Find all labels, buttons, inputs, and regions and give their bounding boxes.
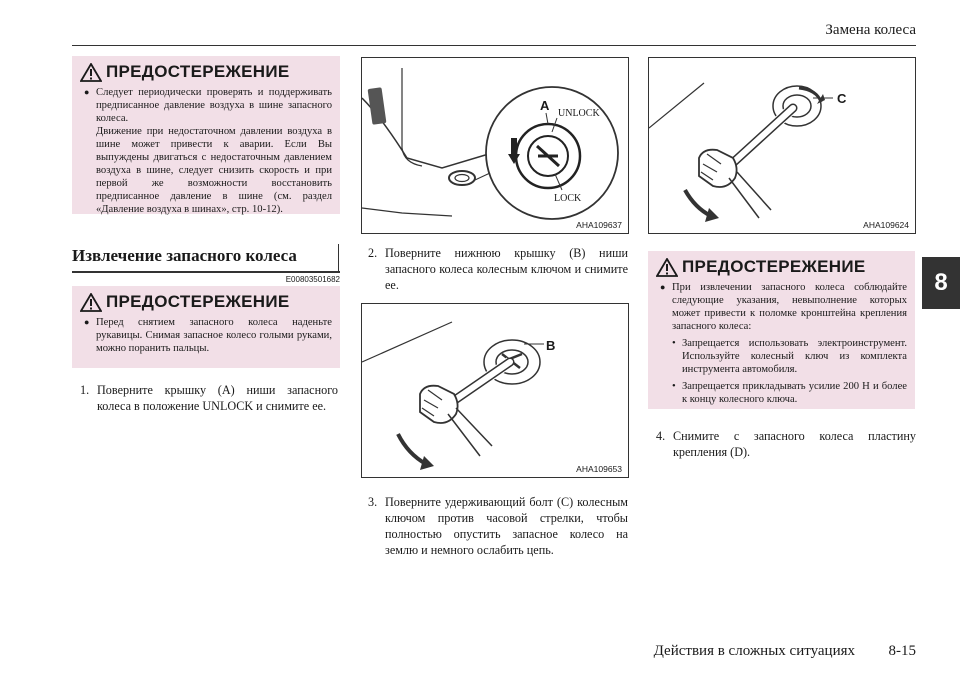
warning-title: ПРЕДОСТЕРЕЖЕНИЕ: [682, 257, 866, 276]
step-number: 2.: [368, 246, 378, 260]
warning-title: ПРЕДОСТЕРЕЖЕНИЕ: [106, 62, 290, 81]
figure-lower-cover: [361, 303, 629, 478]
bullet-icon: ●: [84, 87, 90, 97]
figure-unlock-cover: [361, 57, 629, 234]
step-number: 4.: [656, 429, 666, 443]
running-header: Замена колеса: [825, 22, 916, 38]
figure-letter-c: C: [837, 91, 847, 106]
figure-code: AHA109653: [576, 464, 622, 474]
unlock-label: UNLOCK: [558, 108, 600, 119]
warning-title: ПРЕДОСТЕРЕЖЕНИЕ: [106, 292, 290, 311]
figure-retaining-bolt: [648, 57, 916, 234]
header-rule: [72, 45, 916, 46]
step-3: [368, 494, 628, 558]
warning-item: Запрещается использовать электроинструмент. Используйте колесный ключ из комплекта инструмента автомобиля.: [682, 338, 907, 375]
section-code: E00803501682: [285, 275, 340, 284]
page-number: 8-15: [888, 643, 916, 659]
figure-letter-a: A: [540, 98, 550, 113]
step-text: Поверните удерживающий болт (C) колесным ключом против часовой стрелки, чтобы полностью опустить запасное колесо на землю и немного ослабить цепь.: [385, 495, 628, 557]
step-text: Снимите с запасного колеса пластину крепления (D).: [673, 429, 916, 459]
chapter-tab: 8: [922, 257, 960, 309]
lock-label: LOCK: [554, 193, 582, 204]
warning-triangle-icon: [656, 258, 678, 277]
figure-letter-b: B: [546, 338, 556, 353]
warning-triangle-icon: [80, 63, 102, 82]
step-number: 3.: [368, 495, 378, 509]
lower-cover-illustration: [362, 304, 628, 477]
section-title: Извлечение запасного колеса: [72, 246, 297, 265]
warning-text: Движение при недостаточном давлении воздуха в шине может привести к аварии. Если Вы выпуждены двигаться с недостаточным давлением воздуха в шине, следует снизить скорость и при первой же возможности восстановить предписанное давление в шине (см. раздел «Давление воздуха в шинах», стр. 10-12).: [96, 126, 332, 215]
step-1: [80, 382, 338, 414]
warning-box-gloves: [72, 286, 340, 368]
page-footer: [654, 643, 916, 660]
step-text: Поверните крышку (A) ниши запасного колеса в положение UNLOCK и снимите ее.: [97, 383, 338, 413]
unlock-cover-illustration: [362, 58, 628, 233]
warning-box-bracket: [648, 251, 915, 409]
retaining-bolt-illustration: [649, 58, 915, 233]
dash-bullet: •: [672, 338, 676, 349]
step-number: 1.: [80, 383, 90, 397]
dash-bullet: •: [672, 381, 676, 392]
footer-chapter: Действия в сложных ситуациях: [653, 643, 855, 659]
bullet-icon: ●: [84, 317, 90, 327]
warning-triangle-icon: [80, 293, 102, 312]
figure-code: AHA109637: [576, 220, 622, 230]
warning-text: Перед снятием запасного колеса наденьте рукавицы. Снимая запасное колесо голыми руками, можно поранить пальцы.: [96, 317, 332, 354]
warning-box-tire-pressure: [72, 56, 340, 214]
section-rule-vertical: [338, 244, 339, 273]
section-rule: [72, 271, 340, 273]
step-text: Поверните нижнюю крышку (B) ниши запасного колеса колесным ключом и снимите ее.: [385, 246, 628, 292]
step-2: [368, 245, 628, 293]
bullet-icon: ●: [660, 282, 666, 292]
step-4: [656, 428, 916, 460]
warning-text: Следует периодически проверять и поддерживать предписанное давление воздуха в шине запасного колеса.: [96, 87, 332, 124]
figure-code: AHA109624: [863, 220, 909, 230]
warning-item: Запрещается прикладывать усилие 200 Н и более к концу колесного ключа.: [682, 381, 907, 405]
warning-text: При извлечении запасного колеса соблюдайте следующие указания, невыполнение которых может привести к поломке кронштейна крепления запасного колеса:: [672, 282, 907, 332]
